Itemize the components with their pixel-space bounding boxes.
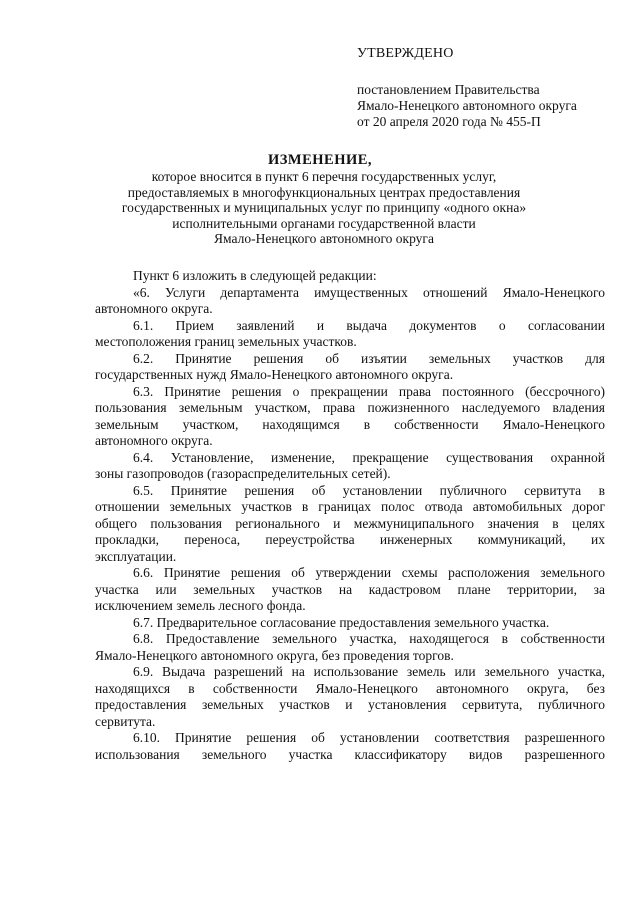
body-line: 6.6. Принятие решения об утверждении схемы расположения земельного — [133, 565, 605, 580]
document-body — [95, 268, 605, 763]
body-line: сервитута. — [95, 713, 156, 729]
approval-line: постановлением Правительства — [357, 82, 540, 97]
document-subtitle — [60, 169, 588, 247]
body-line: прокладки, переноса, переустройства инженерных коммуникаций, их — [95, 532, 605, 547]
body-line: отношении земельных участков в границах полос отвода автомобильных дорог — [95, 499, 605, 514]
body-line: государственных нужд Ямало-Ненецкого автономного округа. — [95, 367, 454, 382]
body-line: местоположения границ земельных участков. — [95, 334, 357, 349]
body-line: 6.5. Принятие решения об установлении публичного сервитута в — [133, 482, 605, 498]
body-line: пользования земельным участком, права пожизненного наследуемого владения — [95, 400, 605, 415]
body-line: автономного округа. — [95, 433, 213, 448]
body-line: 6.3. Принятие решения о прекращении права постоянного (бессрочного) — [133, 383, 605, 399]
subtitle-line: которое вносится в пункт 6 перечня государственных услуг, — [151, 169, 497, 184]
body-line: 6.2. Принятие решения об изъятии земельных участков для — [133, 350, 605, 366]
subtitle-line: исполнительными органами государственной власти — [172, 215, 476, 231]
body-line: общего пользования регионального и межмуниципального значения в целях — [95, 515, 605, 531]
body-line: 6.4. Установление, изменение, прекращение существования охранной — [133, 449, 605, 465]
document-title: ИЗМЕНЕНИЕ, — [267, 152, 373, 168]
approval-line: Ямало-Ненецкого автономного округа — [357, 98, 577, 113]
body-line: находящихся в собственности Ямало-Ненецкого автономного округа, без — [95, 680, 605, 696]
body-line: 6.9. Выдача разрешений на использование земель или земельного участка, — [133, 664, 605, 679]
body-line: «6. Услуги департамента имущественных отношений Ямало-Ненецкого — [133, 284, 605, 300]
approved-label: УТВЕРЖДЕНО — [357, 46, 454, 61]
body-line: Ямало-Ненецкого автономного округа, без проведения торгов. — [95, 647, 454, 663]
body-line: предоставления земельных участков и установления сервитута, публичного — [95, 697, 605, 712]
body-line: 6.7. Предварительное согласование предоставления земельного участка. — [133, 614, 550, 630]
body-line: использования земельного участка классификатору видов разрешенного — [95, 746, 605, 762]
body-line: 6.10. Принятие решения об установлении соответствия разрешенного — [133, 730, 605, 745]
body-line: участка или земельных участков на кадастровом плане территории, за — [95, 581, 605, 597]
subtitle-line: предоставляемых в многофункциональных центрах предоставления — [127, 184, 521, 200]
body-line: эксплуатации. — [95, 548, 177, 564]
body-line: зоны газопроводов (газораспределительных сетей). — [95, 466, 391, 481]
body-line: 6.1. Прием заявлений и выдача документов о согласовании — [133, 317, 605, 333]
body-line: автономного округа. — [95, 301, 213, 316]
body-line: 6.8. Предоставление земельного участка, находящегося в собственности — [133, 631, 605, 646]
body-line: исключением земель лесного фонда. — [95, 598, 306, 613]
body-line: Пункт 6 изложить в следующей редакции: — [133, 268, 377, 283]
approval-line: от 20 апреля 2020 года № 455-П — [357, 114, 541, 129]
subtitle-line: государственных и муниципальных услуг по принципу «одного окна» — [121, 200, 527, 216]
body-line: земельным участком, находящимся в собственности Ямало-Ненецкого — [95, 416, 605, 432]
approval-details — [357, 82, 577, 130]
subtitle-line: Ямало-Ненецкого автономного округа — [214, 231, 434, 247]
